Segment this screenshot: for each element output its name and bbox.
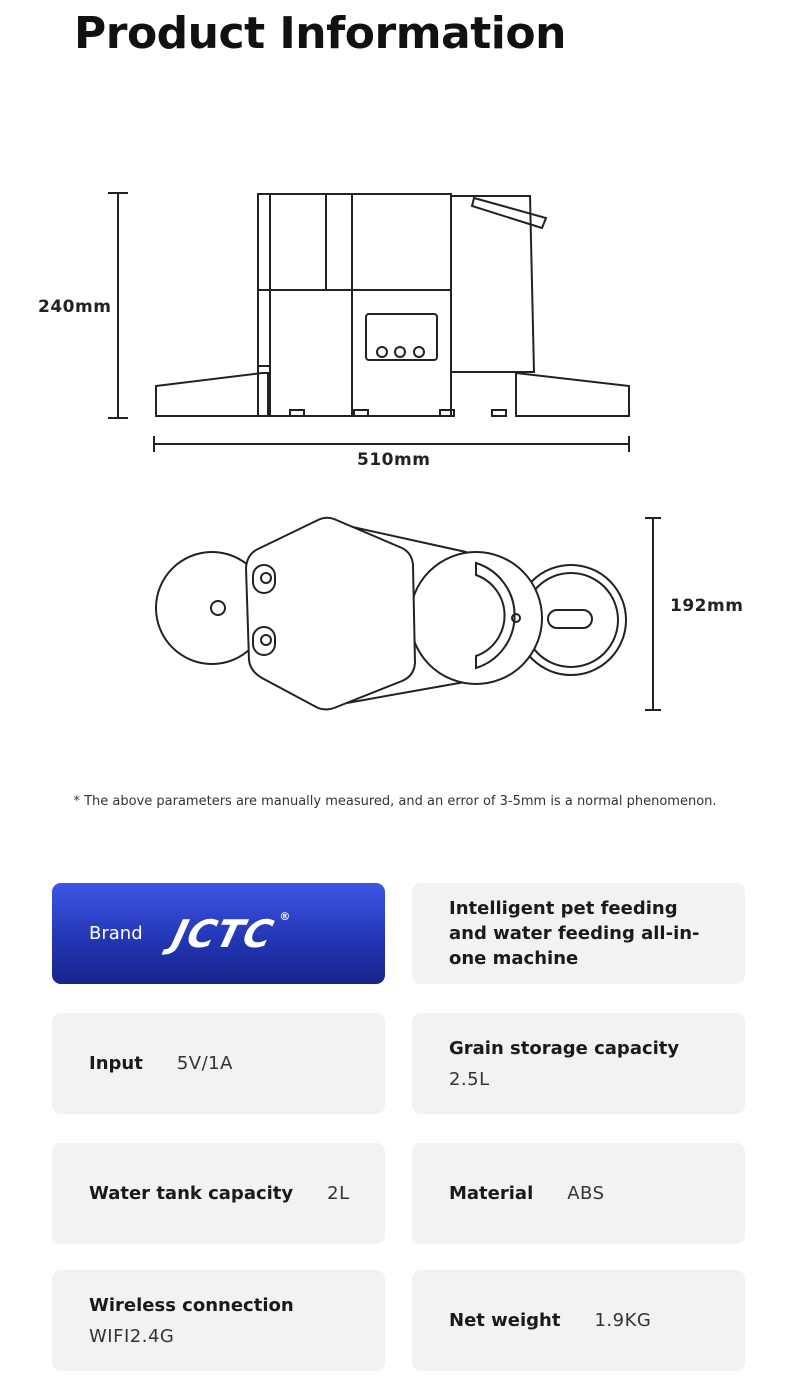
side-view-drawing: [108, 193, 629, 452]
input-label: Input: [89, 1053, 143, 1074]
grain-capacity-card: [412, 1013, 745, 1114]
material-label: Material: [449, 1183, 534, 1204]
wireless-card: [52, 1270, 385, 1371]
grain-capacity-value: 2.5L: [449, 1068, 490, 1090]
water-capacity-card: [52, 1143, 385, 1244]
length-dimension-label: 510mm: [357, 450, 431, 470]
material-card: [412, 1143, 745, 1244]
brand-card: [52, 883, 385, 984]
input-card: [52, 1013, 385, 1114]
net-weight-card: [412, 1270, 745, 1371]
grain-capacity-label: Grain storage capacity: [449, 1037, 680, 1059]
width-dimension-label: 192mm: [670, 596, 744, 616]
product-description: Intelligent pet feeding and water feeding all-in-one machine: [449, 898, 700, 969]
net-weight-value: 1.9KG: [594, 1310, 652, 1331]
height-dimension-label: 240mm: [38, 297, 112, 317]
wireless-label: Wireless connection: [89, 1294, 294, 1316]
measurement-note: * The above parameters are manually measured, and an error of 3-5mm is a normal phenomenon.: [73, 794, 717, 809]
page-title: Product Information: [74, 8, 566, 59]
water-capacity-value: 2L: [327, 1183, 350, 1204]
brand-label: Brand: [89, 923, 143, 944]
top-view-drawing: [156, 518, 661, 710]
input-value: 5V/1A: [176, 1053, 233, 1074]
description-card: [412, 883, 745, 984]
water-capacity-label: Water tank capacity: [89, 1183, 294, 1204]
material-value: ABS: [567, 1183, 605, 1204]
net-weight-label: Net weight: [449, 1310, 561, 1331]
wireless-value: WIFI2.4G: [89, 1325, 175, 1347]
brand-logo: JCTC ®: [167, 909, 291, 956]
